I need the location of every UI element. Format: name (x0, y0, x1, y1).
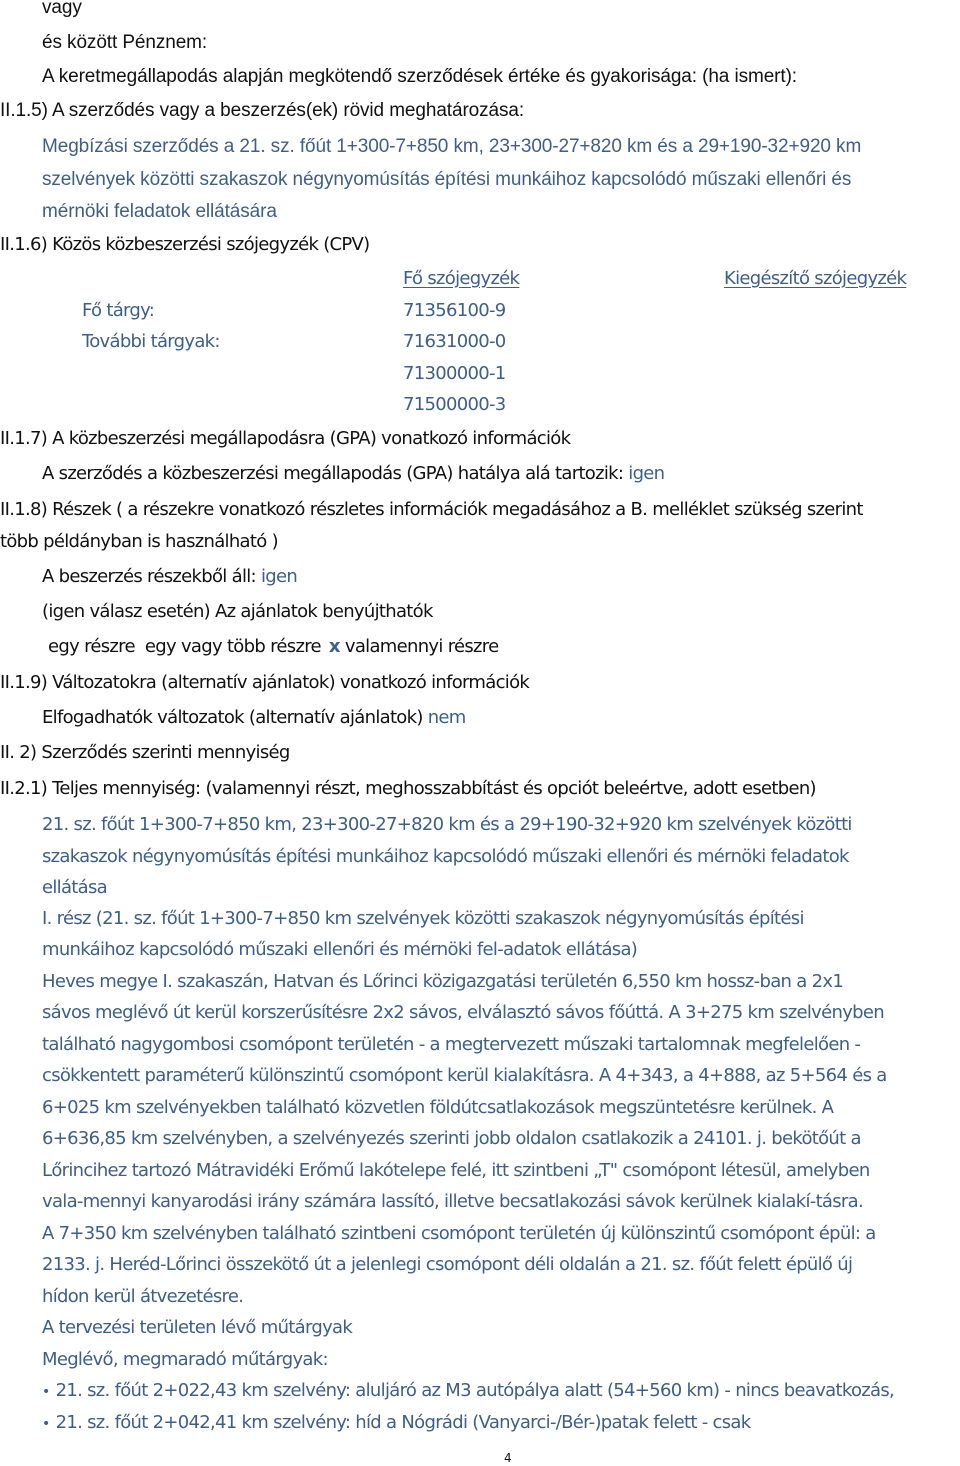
submission-options (48, 638, 498, 656)
text-line: munkáihoz kapcsolódó műszaki ellenőri és mérnöki fel-adatok ellátása) (42, 939, 638, 960)
section-heading: II.1.7) A közbeszerzési megállapodásra (GPA) vonatkozó információk (0, 428, 571, 449)
list-item-text: 21. sz. főút 2+022,43 km szelvény: aluljáró az M3 autópálya alatt (54+560 km) - nincs beavatkozás, (55, 1380, 895, 1401)
text-line (42, 568, 297, 586)
text-line (42, 709, 466, 727)
text-line: csökkentett paraméterű különszintű csomópont kerül kialakításra. A 4+343, a 4+888, az 5+564 és a (42, 1065, 887, 1086)
text-line: A keretmegállapodás alapján megkötendő szerződések értéke és gyakorisága: (ha ismert): (42, 66, 797, 87)
cpv-main-header: Fő szójegyzék (403, 268, 520, 289)
text-line: ellátása (42, 877, 108, 898)
cpv-add-code: 71631000-0 (403, 331, 506, 352)
list-item (42, 1382, 894, 1400)
text-line: hídon kerül átvezetésre. (42, 1286, 244, 1307)
cpv-add-code: 71500000-3 (403, 394, 506, 415)
section-heading: II.1.6) Közös közbeszerzési szójegyzék (CPV) (0, 234, 370, 255)
bullet-icon: • (42, 1384, 50, 1400)
gpa-value: igen (628, 463, 665, 484)
text-line: 6+025 km szelvényekben található közvetlen földútcsatlakozások megszüntetésre kerülnek. A (42, 1097, 834, 1118)
list-item (42, 1414, 750, 1432)
cpv-supp-header: Kiegészítő szójegyzék (724, 268, 907, 289)
text-line: Lőrincihez tartozó Mátravidéki Erőmű lakótelepe felé, itt szintbeni „T" csomópont létesül, amelyben (42, 1160, 870, 1181)
text-line: és között Pénznem: (42, 32, 208, 53)
text-line: A tervezési területen lévő műtárgyak (42, 1317, 353, 1338)
text-line: 2133. j. Heréd-Lőrinci összekötő út a jelenlegi csomópont déli oldalán a 21. sz. főút felett épülő új (42, 1254, 853, 1275)
selected-mark: x (328, 636, 340, 657)
cpv-add-label: További tárgyak: (82, 331, 220, 352)
option-all-parts: valamennyi részre (344, 636, 499, 657)
gpa-label: A szerződés a közbeszerzési megállapodás (GPA) hatálya alá tartozik: (42, 463, 629, 484)
text-line (42, 465, 664, 483)
parts-value: igen (260, 566, 298, 587)
text-line: 6+636,85 km szelvényben, a szelvényezés szerinti jobb oldalon csatlakozik a 24101. j. bekötőút a (42, 1128, 861, 1149)
text-line: 21. sz. főút 1+300-7+850 km, 23+300-27+820 km és a 29+190-32+920 km szelvények közötti (42, 814, 852, 835)
cpv-main-label: Fő tárgy: (82, 300, 155, 321)
page-number: 4 (504, 1451, 512, 1465)
text-line: szakaszok négynyomúsítás építési munkáihoz kapcsolódó műszaki ellenőri és mérnöki feladatok (42, 846, 849, 867)
option-more-parts: egy vagy több részre (144, 636, 321, 657)
option-one-part: egy részre (48, 636, 135, 657)
variants-label: Elfogadhatók változatok (alternatív ajánlatok) (42, 707, 428, 728)
text-line: található nagygombosi csomópont területén - a megtervezett műszaki tartalomnak megfelelően - (42, 1034, 861, 1055)
section-heading: II.1.9) Változatokra (alternatív ajánlatok) vonatkozó információk (0, 672, 530, 693)
cpv-main-code: 71356100-9 (403, 300, 506, 321)
parts-label: A beszerzés részekből áll: (42, 566, 261, 587)
cpv-add-code: 71300000-1 (403, 363, 506, 384)
text-line: mérnöki feladatok ellátására (42, 201, 277, 222)
bullet-icon: • (42, 1416, 50, 1432)
list-item-text: 21. sz. főút 2+042,41 km szelvény: híd a Nógrádi (Vanyarci-/Bér-)patak felett - csak (55, 1412, 751, 1433)
text-line: Megbízási szerződés a 21. sz. főút 1+300-7+850 km, 23+300-27+820 km és a 29+190-32+920 km (42, 136, 862, 157)
section-heading: II.2.1) Teljes mennyiség: (valamennyi részt, meghosszabbítást és opciót beleértve, adott esetben) (0, 778, 816, 799)
text-line: vagy (42, 0, 82, 18)
text-line: I. rész (21. sz. főút 1+300-7+850 km szelvények közötti szakaszok négynyomúsítás építési (42, 908, 804, 929)
variants-value: nem (427, 707, 466, 728)
section-heading: II. 2) Szerződés szerinti mennyiség (0, 742, 290, 763)
text-line: (igen válasz esetén) Az ajánlatok benyújthatók (42, 601, 433, 622)
section-heading: II.1.5) A szerződés vagy a beszerzés(ek) rövid meghatározása: (0, 100, 525, 121)
text-line: több példányban is használható ) (0, 531, 278, 552)
section-heading: II.1.8) Részek ( a részekre vonatkozó részletes információk megadásához a B. melléklet szükség szerint (0, 499, 863, 520)
text-line: sávos meglévő út kerül korszerűsítésre 2x2 sávos, elválasztó sávos főúttá. A 3+275 km szelvényben (42, 1002, 884, 1023)
text-line: vala-mennyi kanyarodási irány számára lassító, illetve becsatlakozási sávok kerülnek kialakí-tásra. (42, 1191, 863, 1212)
text-line: szelvények közötti szakaszok négynyomúsítás építési munkáihoz kapcsolódó műszaki ellenőri és (42, 169, 852, 190)
text-line: Heves megye I. szakaszán, Hatvan és Lőrinci közigazgatási területén 6,550 km hossz-ban a 2x1 (42, 971, 844, 992)
text-line: Meglévő, megmaradó műtárgyak: (42, 1349, 328, 1370)
text-line: A 7+350 km szelvényben található szintbeni csomópont területén új különszintű csomópont épül: a (42, 1223, 876, 1244)
